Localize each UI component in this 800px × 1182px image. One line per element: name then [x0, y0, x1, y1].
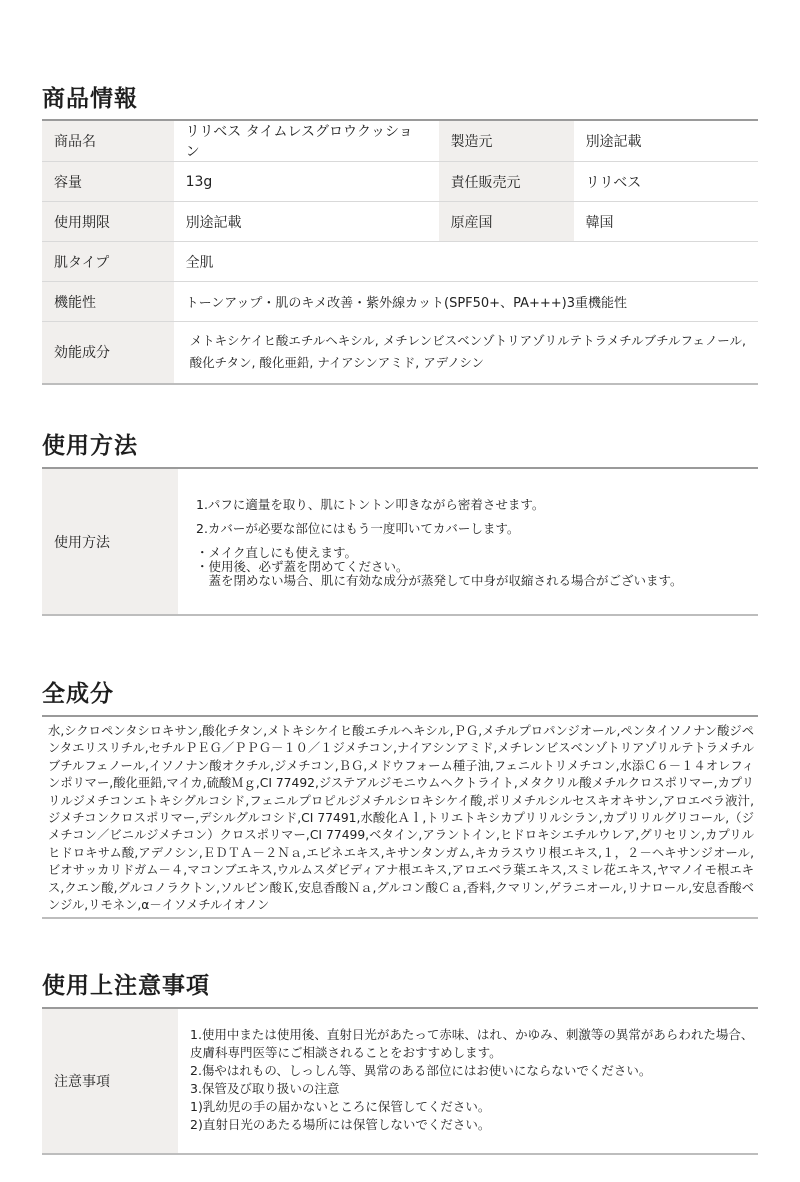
caution-line: 2)直射日光のあたる場所には保管しないでください。: [190, 1117, 491, 1132]
table-row: [42, 162, 758, 202]
function-label: 機能性: [42, 282, 174, 322]
effect-value: [174, 322, 758, 384]
caution-line: 3.保管及び取り扱いの注意: [190, 1081, 340, 1096]
effect-label: 効能成分: [42, 322, 174, 384]
usage-note: 蓋を閉めない場合、肌に有効な成分が蒸発して中身が収縮される場合がございます。: [196, 573, 683, 588]
manufacturer-value: 別途記載: [574, 120, 758, 162]
table-row: [42, 120, 758, 162]
caution-line: 1)乳幼児の手の届かないところに保管してください。: [190, 1099, 491, 1114]
table-row: [42, 242, 758, 282]
ingredients-title: 全成分: [42, 681, 114, 707]
distributor-value: リリベス: [574, 162, 758, 202]
ingredients-text: 水,シクロペンタシロキサン,酸化チタン,メトキシケイヒ酸エチルヘキシル,ＰＧ,メチルプロパンジオール,ペンタイソノナン酸ジペンタエリスリチル,セチルＰＥＧ／ＰＰＧ－１０／１ジメチコン,ナイアシンアミド,メチレンビスベンゾトリアゾリルテトラメチルブチルフェノール,イソノナン酸オクチル,ジメチコン,ＢＧ,メドウフォーム種子油,フェニルトリメチコン,水添Ｃ６－１４オレフィンポリマー,酸化亜鉛,マイカ,硫酸Ｍｇ,CI 77492,ジステアルジモニウムヘクトライト,メタクリル酸メチルクロスポリマー,カプリリルジメチコンエトキシグルコシド,フェニルプロピルジメチルシロキシケイ酸,ポリメチルシルセスキオキサン,アロエベラ液汁,ジメチコンクロスポリマー,デシルグルコシド,CI 77491,水酸化Ａｌ,トリエトキシカプリリルシラン,カプリリルグリコール,（ジメチコン／ビニルジメチコン）クロスポリマー,CI 77499,ベタイン,アラントイン,ヒドロキシエチルウレア,グリセリン,カプリルヒドロキサム酸,アデノシン,ＥＤＴＡ－２Ｎａ,エビネエキス,キサンタンガム,キカラスウリ根エキス,１，２－ヘキサンジオール,ビオサッカリドガム－４,マコンブエキス,ウルムスダビディアナ根エキス,アロエベラ葉エキス,スミレ花エキス,ヤマノイモ根エキス,クエン酸,グルコノラクトン,ソルビン酸Ｋ,安息香酸Ｎａ,グルコン酸Ｃａ,香料,クマリン,ゲラニオール,リナロール,安息香酸ベンジル,リモネン,α－イソメチルイオノン: [42, 715, 758, 919]
usage-notes: [196, 546, 758, 588]
usage-step: 1.パフに適量を取り、肌にトントン叩きながら密着させます。: [196, 497, 545, 512]
table-row: [42, 202, 758, 242]
caution-line: 2.傷やはれもの、しっしん等、異常のある部位にはお使いにならないでください。: [190, 1063, 652, 1078]
product-info-title: 商品情報: [42, 86, 138, 112]
usage-note: ・使用後、必ず蓋を閉めてください。: [196, 559, 409, 574]
capacity-label: 容量: [42, 162, 174, 202]
distributor-label: 責任販売元: [439, 162, 574, 202]
usage-content: [178, 469, 758, 614]
product-name-label: 商品名: [42, 120, 174, 162]
cautions-box: [42, 1007, 758, 1155]
caution-line: 皮膚科専門医等にご相談されることをおすすめします。: [190, 1045, 502, 1060]
skin-type-label: 肌タイプ: [42, 242, 174, 282]
cautions-label: 注意事項: [42, 1009, 178, 1153]
skin-type-value: 全肌: [174, 242, 758, 282]
product-info-table: [42, 119, 758, 385]
caution-line: 1.使用中または使用後、直射日光があたって赤味、はれ、かゆみ、刺激等の異常があらわれた場合、: [190, 1027, 754, 1042]
usage-title: 使用方法: [42, 433, 138, 459]
usage-note: ・メイク直しにも使えます。: [196, 545, 358, 560]
function-value: トーンアップ・肌のキメ改善・紫外線カット(SPF50+、PA+++)3重機能性: [174, 282, 758, 322]
usage-box: [42, 467, 758, 616]
cautions-content: [178, 1009, 758, 1153]
origin-value: 韓国: [574, 202, 758, 242]
table-row: [42, 322, 758, 384]
table-row: [42, 282, 758, 322]
effect-line: 酸化チタン, 酸化亜鉛, ナイアシンアミド, アデノシン: [189, 355, 485, 371]
expiry-value: 別途記載: [174, 202, 439, 242]
cautions-title: 使用上注意事項: [42, 973, 210, 999]
product-name-value: リリベス タイムレスグロウクッション: [174, 120, 439, 162]
usage-step: 2.カバーが必要な部位にはもう一度叩いてカバーします。: [196, 521, 520, 536]
manufacturer-label: 製造元: [439, 120, 574, 162]
origin-label: 原産国: [439, 202, 574, 242]
expiry-label: 使用期限: [42, 202, 174, 242]
usage-label: 使用方法: [42, 469, 178, 614]
effect-line: メトキシケイヒ酸エチルヘキシル, メチレンビスベンゾトリアゾリルテトラメチルブチルフェノール,: [189, 333, 746, 349]
capacity-value: 13g: [174, 162, 439, 202]
